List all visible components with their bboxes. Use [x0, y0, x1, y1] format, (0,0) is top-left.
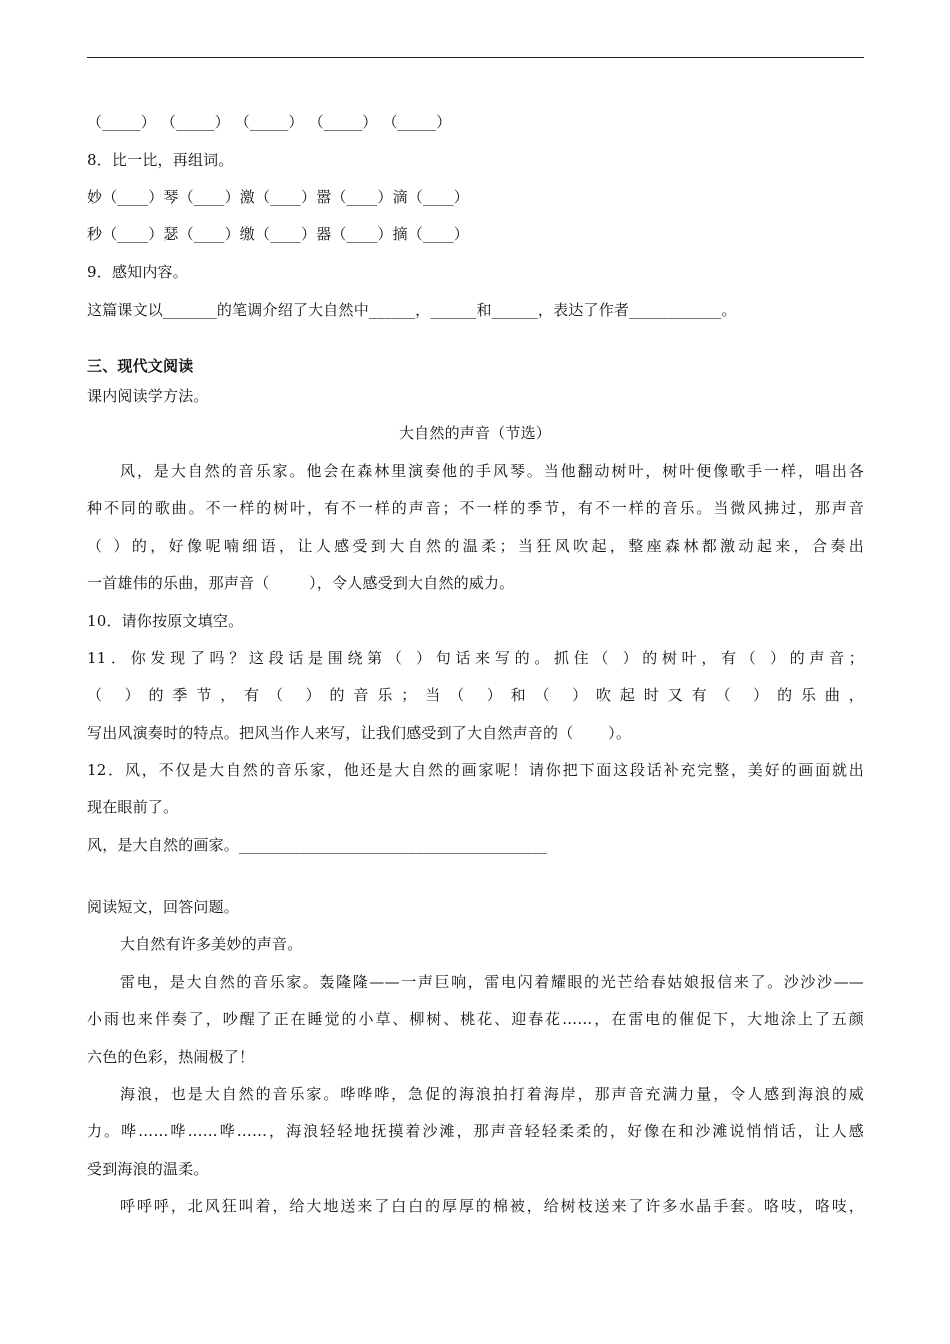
question-9: 9．感知内容。 — [87, 263, 188, 281]
question-12-line: 现在眼前了。 — [87, 798, 179, 816]
compare-row-1: 妙（____）琴（____）激（____）嚣（____）滴（____） — [87, 188, 470, 206]
question-11-line: 写出风演奏时的特点。把风当作人来写，让我们感受到了大自然声音的（ ）。 — [87, 724, 632, 742]
section-heading: 三、现代文阅读 — [87, 357, 194, 375]
passage2-line: 雷电，是大自然的音乐家。轰隆隆——一声巨响，雷电闪着耀眼的光芒给春姑娘报信来了。沙沙沙—— — [120, 973, 864, 991]
question-10: 10．请你按原文填空。 — [87, 612, 244, 630]
question-11-line: （ ）的季节，有（ ）的音乐；当（ ）和（ ）吹起时又有（ ）的乐曲， — [87, 686, 864, 704]
passage-line: 种不同的歌曲。不一样的树叶，有不一样的声音；不一样的季节，有不一样的音乐。当微风拂过，那声音 — [87, 499, 864, 517]
question-8: 8．比一比，再组词。 — [87, 151, 234, 169]
passage2-line: 力。哗……哗……哗……，海浪轻轻地抚摸着沙滩，那声音轻轻柔柔的，好像在和沙滩说悄悄话，让人感 — [87, 1122, 864, 1140]
passage2-line: 小雨也来伴奏了，吵醒了正在睡觉的小草、柳树、桃花、迎春花……，在雷电的催促下，大地涂上了五颜 — [87, 1010, 864, 1028]
question-9-fill: 这篇课文以_______的笔调介绍了大自然中______，______和______，表达了作者____________。 — [87, 301, 737, 319]
question-12-fill: 风，是大自然的画家。________________________________________ — [87, 836, 548, 854]
reading-intro-2: 阅读短文，回答问题。 — [87, 898, 240, 916]
passage-title: 大自然的声音（节选） — [398, 424, 551, 442]
passage2-line: 大自然有许多美妙的声音。 — [120, 935, 303, 953]
passage2-line: 呼呼呼，北风狂叫着，给大地送来了白白的厚厚的棉被，给树枝送来了许多水晶手套。咯吱，咯吱， — [120, 1197, 864, 1215]
passage-line: 一首雄伟的乐曲，那声音（ ），令人感受到大自然的威力。 — [87, 574, 515, 592]
question-12-line: 12．风，不仅是大自然的音乐家，他还是大自然的画家呢！请你把下面这段话补充完整，美好的画面就出 — [87, 761, 864, 779]
header-rule — [87, 57, 864, 58]
question-11-line: 11．你发现了吗？这段话是围绕第（ ）句话来写的。抓住（ ）的树叶，有（ ）的声音； — [87, 649, 864, 667]
reading-intro: 课内阅读学方法。 — [87, 387, 209, 405]
answer-blanks-row: （_____） （_____） （_____） （_____） （_____） — [87, 113, 452, 131]
passage2-line: 海浪，也是大自然的音乐家。哗哗哗，急促的海浪拍打着海岸，那声音充满力量，令人感到海浪的威 — [120, 1085, 864, 1103]
passage2-line: 六色的色彩，热闹极了！ — [87, 1048, 255, 1066]
passage2-line: 受到海浪的温柔。 — [87, 1160, 209, 1178]
passage-line: 风，是大自然的音乐家。他会在森林里演奏他的手风琴。当他翻动树叶，树叶便像歌手一样，唱出各 — [120, 462, 864, 480]
compare-row-2: 秒（____）瑟（____）缴（____）器（____）摘（____） — [87, 225, 470, 243]
passage-line: （ ）的，好像呢喃细语，让人感受到大自然的温柔；当狂风吹起，整座森林都激动起来，合奏出 — [87, 537, 864, 555]
